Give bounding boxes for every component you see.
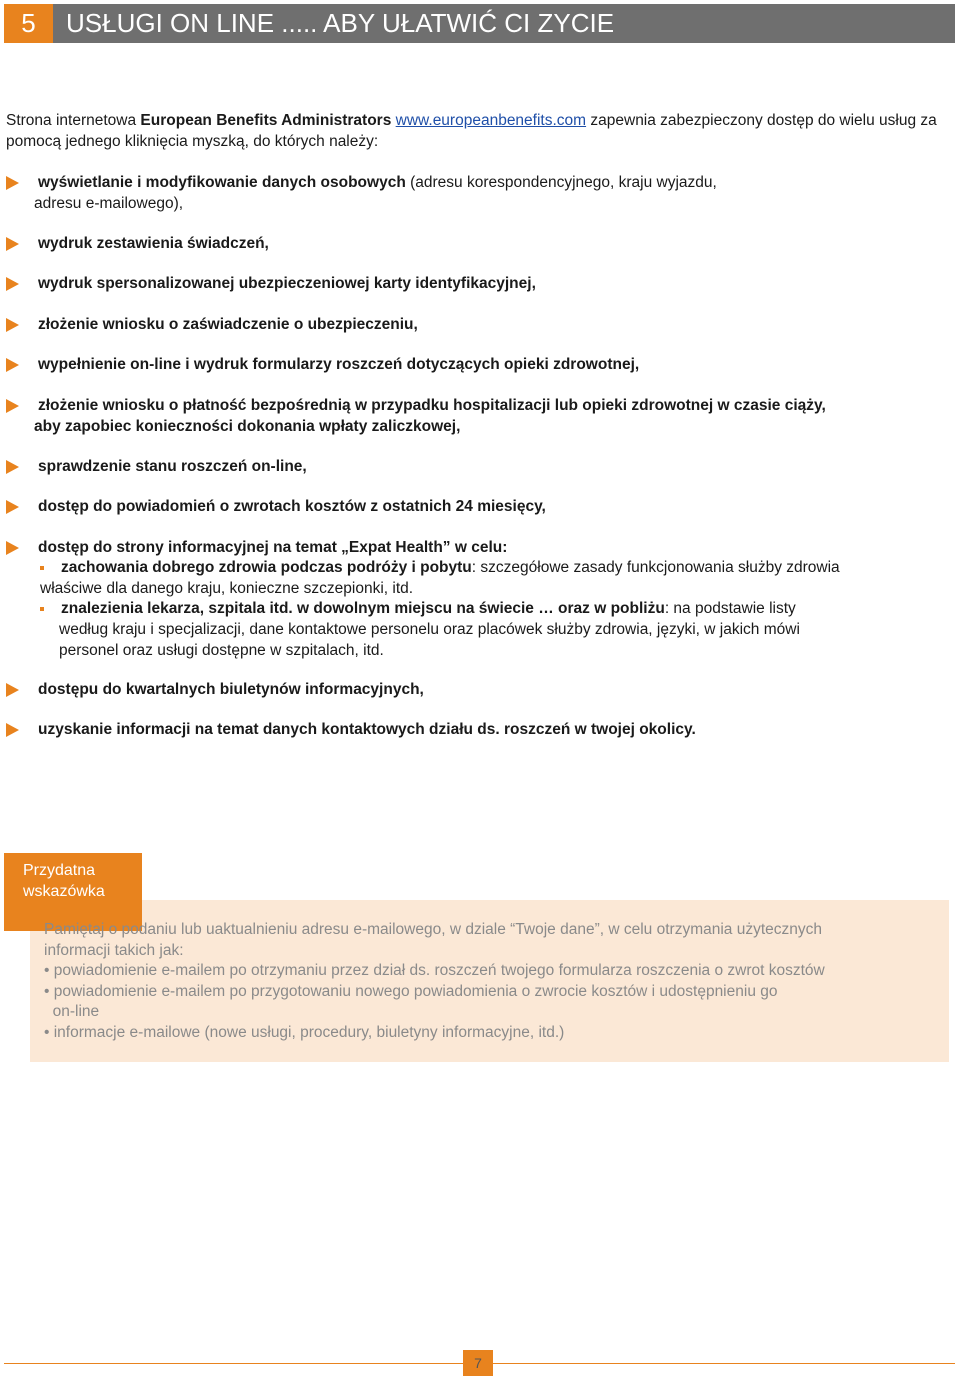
triangle-bullet-icon <box>6 460 19 474</box>
triangle-bullet-icon <box>6 277 19 291</box>
list-item: wyświetlanie i modyfikowanie danych osobowych (adresu korespondencyjnego, kraju wyjazdu, adresu e-mailowego), <box>6 172 951 214</box>
list-item: złożenie wniosku o płatność bezpośrednią w przypadku hospitalizacji lub opieki zdrowotnej w czasie ciąży, aby zapobiec konieczności dokonania wpłaty zaliczkowej, <box>6 395 951 437</box>
list-item: uzyskanie informacji na temat danych kontaktowych działu ds. roszczeń w twojej okolicy. <box>6 719 951 740</box>
list-item: sprawdzenie stanu roszczeń on-line, <box>6 456 951 477</box>
triangle-bullet-icon <box>6 358 19 372</box>
section-header <box>4 4 955 43</box>
list-item: wydruk spersonalizowanej ubezpieczeniowej karty identyfikacyjnej, <box>6 273 951 294</box>
list-item: złożenie wniosku o zaświadczenie o ubezpieczeniu, <box>6 314 951 335</box>
sub-list-item: zachowania dobrego zdrowia podczas podróży i pobytu: szczegółowe zasady funkcjonowania służby zdrowia właściwe dla danego kraju, konieczne szczepionki, itd. <box>40 559 840 597</box>
triangle-bullet-icon <box>6 399 19 413</box>
company-name: European Benefits Administrators <box>140 112 392 129</box>
intro-text-1: Strona internetowa <box>6 112 141 129</box>
triangle-bullet-icon <box>6 237 19 251</box>
tip-text: Pamiętaj o podaniu lub uaktualnieniu adresu e-mailowego, w dziale “Twoje dane”, w celu otrzymania użytecznych informacji takich jak: • powiadomienie e-mailem po otrzymaniu przez dział ds. roszczeń twojego formularza roszczenia o zwrot kosztów • powiadomienie e-mailem po przygotowaniu nowego powiadomienia o zwrocie kosztów i udostępnieniu go on-line • informacje e-mailowe (nowe usługi, procedury, biuletyny informacyjne, itd.) <box>44 921 825 1041</box>
square-bullet-icon <box>40 566 44 570</box>
list-item: wydruk zestawienia świadczeń, <box>6 233 951 254</box>
section-title: USŁUGI ON LINE ..... ABY UŁATWIĆ CI ZYCIE <box>66 8 615 38</box>
list-item: dostęp do powiadomień o zwrotach kosztów z ostatnich 24 miesięcy, <box>6 496 951 517</box>
triangle-bullet-icon <box>6 541 19 555</box>
list-item: dostępu do kwartalnych biuletynów informacyjnych, <box>6 679 951 700</box>
intro-text-3: zapewnia zabezpieczony dostęp do wielu usług za pomocą jednego kliknięcia myszką, do których należy: <box>6 112 937 150</box>
triangle-bullet-icon <box>6 683 19 697</box>
triangle-bullet-icon <box>6 176 19 190</box>
triangle-bullet-icon <box>6 318 19 332</box>
triangle-bullet-icon <box>6 723 19 737</box>
intro-paragraph <box>6 110 954 152</box>
square-bullet-icon <box>40 607 44 611</box>
list-item: wypełnienie on-line i wydruk formularzy roszczeń dotyczących opieki zdrowotnej, <box>6 354 951 375</box>
website-link[interactable]: www.europeanbenefits.com <box>395 112 587 129</box>
section-number: 5 <box>4 4 53 43</box>
tip-label: Przydatna wskazówka <box>4 853 142 931</box>
list-item: dostęp do strony informacyjnej na temat „Expat Health” w celu: <box>6 537 951 558</box>
triangle-bullet-icon <box>6 500 19 514</box>
page-number: 7 <box>463 1350 493 1376</box>
sub-list-item: znalezienia lekarza, szpitala itd. w dowolnym miejscu na świecie … oraz w pobliżu: na podstawie listy według kraju i specjalizacji, dane kontaktowe personelu oraz placówek służby zdrowia, języki, w jakich mówi personel oraz usługi dostępne w szpitalach, itd. <box>40 598 952 661</box>
